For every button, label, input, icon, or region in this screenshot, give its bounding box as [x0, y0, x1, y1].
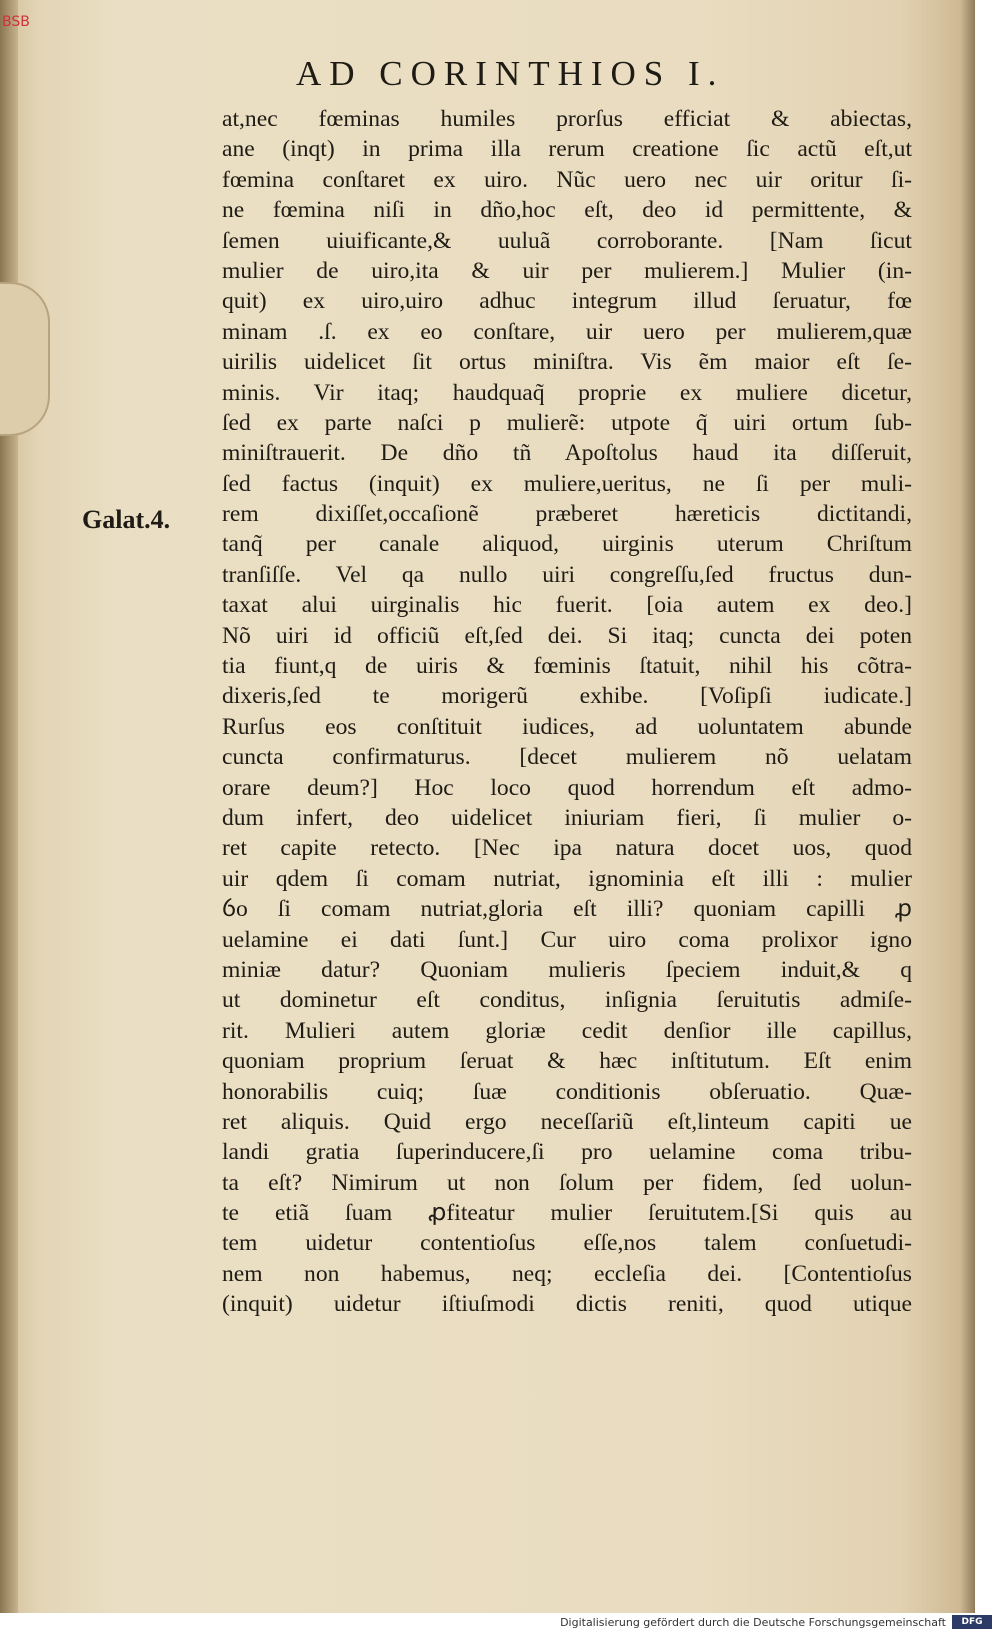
text-line: dixeris,ſed te morigerũ exhibe. [Voſipſi iudicate.] — [222, 683, 912, 710]
text-line: ſemen uiuificante,& uuluã corroborante. [Nam ſicut — [222, 227, 912, 254]
text-line: ſed factus (inquit) ex muliere,ueritus, ne ſi per muli- — [222, 470, 912, 497]
text-line: ret aliquis. Quid ergo neceſſariũ eſt,linteum capiti ue — [222, 1108, 912, 1135]
text-line: tranſiſſe. Vel qa nullo uiri congreſſu,ſed fructus dun- — [222, 561, 912, 588]
body-text — [222, 104, 912, 1320]
text-line: dum infert, deo uidelicet iniuriam fieri, ſi mulier o- — [222, 804, 912, 831]
text-line: ane (inqt) in prima illa rerum creatione ſic actũ eſt,ut — [222, 136, 912, 163]
text-line: tia fiunt,q de uiris & fœminis ſtatuit, nihil his cõtra- — [222, 653, 912, 680]
text-line: ne fœmina niſi in dño,hoc eſt, deo id permittente, & — [222, 197, 912, 224]
page-fold-tab — [0, 282, 50, 436]
text-line: at,nec fœminas humiles prorſus efficiat & abiectas, — [222, 106, 912, 132]
text-line: tem uidetur contentioſus eſſe,nos talem conſuetudi- — [222, 1230, 912, 1257]
text-line: minam .ſ. ex eo conſtare, uir uero per mulierem,quæ — [222, 318, 912, 345]
text-line: orare deum?] Hoc loco quod horrendum eſt admo- — [222, 774, 912, 801]
text-line: Nõ uiri id officiũ eſt,ſed dei. Si itaq; cuncta dei poten — [222, 622, 912, 649]
footer-bar — [0, 1613, 1000, 1633]
text-line: quit) ex uiro,uiro adhuc integrum illud ſeruatur, fœ — [222, 288, 912, 315]
text-line: ta eſt? Nimirum ut non ſolum per fidem, ſed uolun- — [222, 1169, 912, 1196]
text-line: Rurſus eos conſtituit iudices, ad uoluntatem abunde — [222, 713, 912, 740]
text-line: te etiã ſuam ꝓfiteatur mulier ſeruitutem.[Si quis au — [222, 1200, 912, 1227]
library-stamp: BSB — [2, 14, 30, 30]
text-line: ut dominetur eſt conditus, inſignia ſeruitutis admiſe- — [222, 987, 912, 1014]
text-line: ret capite retecto. [Nec ipa natura docet uos, quod — [222, 835, 912, 862]
text-line: ſed ex parte naſci p mulierẽ: utpote q̃ uiri ortum ſub- — [222, 409, 912, 436]
running-head: AD CORINTHIOS I. — [296, 54, 725, 93]
text-line: honorabilis cuiq; ſuæ conditionis obſeruatio. Quæ- — [222, 1078, 912, 1105]
text-line: landi gratia ſuperinducere,ſi pro uelamine coma tribu- — [222, 1139, 912, 1166]
text-line: fœmina conſtaret ex uiro. Nũc uero nec uir oritur ſi- — [222, 166, 912, 193]
text-line: rem dixiſſet,occaſionẽ præberet hæreticis dictitandi, — [222, 501, 912, 528]
text-line: ỽo ſi comam nutriat,gloria eſt illi? quoniam capilli ꝓ — [222, 896, 912, 923]
text-line: quoniam proprium ſeruat & hæc inſtitutum. Eſt enim — [222, 1048, 912, 1075]
text-line: (inquit) uidetur iſtiuſmodi dictis reniti, quod utique — [222, 1291, 912, 1318]
text-line: nem non habemus, neq; eccleſia dei. [Contentioſus — [222, 1260, 912, 1287]
text-line: uir qdem ſi comam nutriat, ignominia eſt illi : mulier — [222, 865, 912, 892]
text-line: uirilis uidelicet ſit ortus miniſtra. Vis ẽm maior eſt ſe- — [222, 349, 912, 376]
text-line: rit. Mulieri autem gloriæ cedit denſior ille capillus, — [222, 1017, 912, 1044]
margin-note: Galat.4. — [82, 505, 171, 534]
text-line: minis. Vir itaq; haudquaq̃ proprie ex muliere dicetur, — [222, 379, 912, 406]
page-gutter-edge — [0, 0, 18, 1613]
text-line: miniæ datur? Quoniam mulieris ſpeciem induit,& q — [222, 956, 912, 983]
dfg-logo: DFG — [952, 1615, 992, 1629]
text-line: cuncta confirmaturus. [decet mulierem nõ uelatam — [222, 744, 912, 771]
text-line: taxat alui uirginalis hic fuerit. [oia autem ex deo.] — [222, 592, 912, 619]
text-line: mulier de uiro,ita & uir per mulierem.] Mulier (in- — [222, 257, 912, 284]
text-line: uelamine ei dati ſunt.] Cur uiro coma prolixor igno — [222, 926, 912, 953]
text-line: miniſtrauerit. De dño tñ Apoſtolus haud ita diſſeruit, — [222, 440, 912, 467]
text-line: tanq̃ per canale aliquod, uirginis uterum Chriſtum — [222, 531, 912, 558]
footer-credit: Digitalisierung gefördert durch die Deutsche Forschungsgemeinschaft — [560, 1616, 946, 1629]
